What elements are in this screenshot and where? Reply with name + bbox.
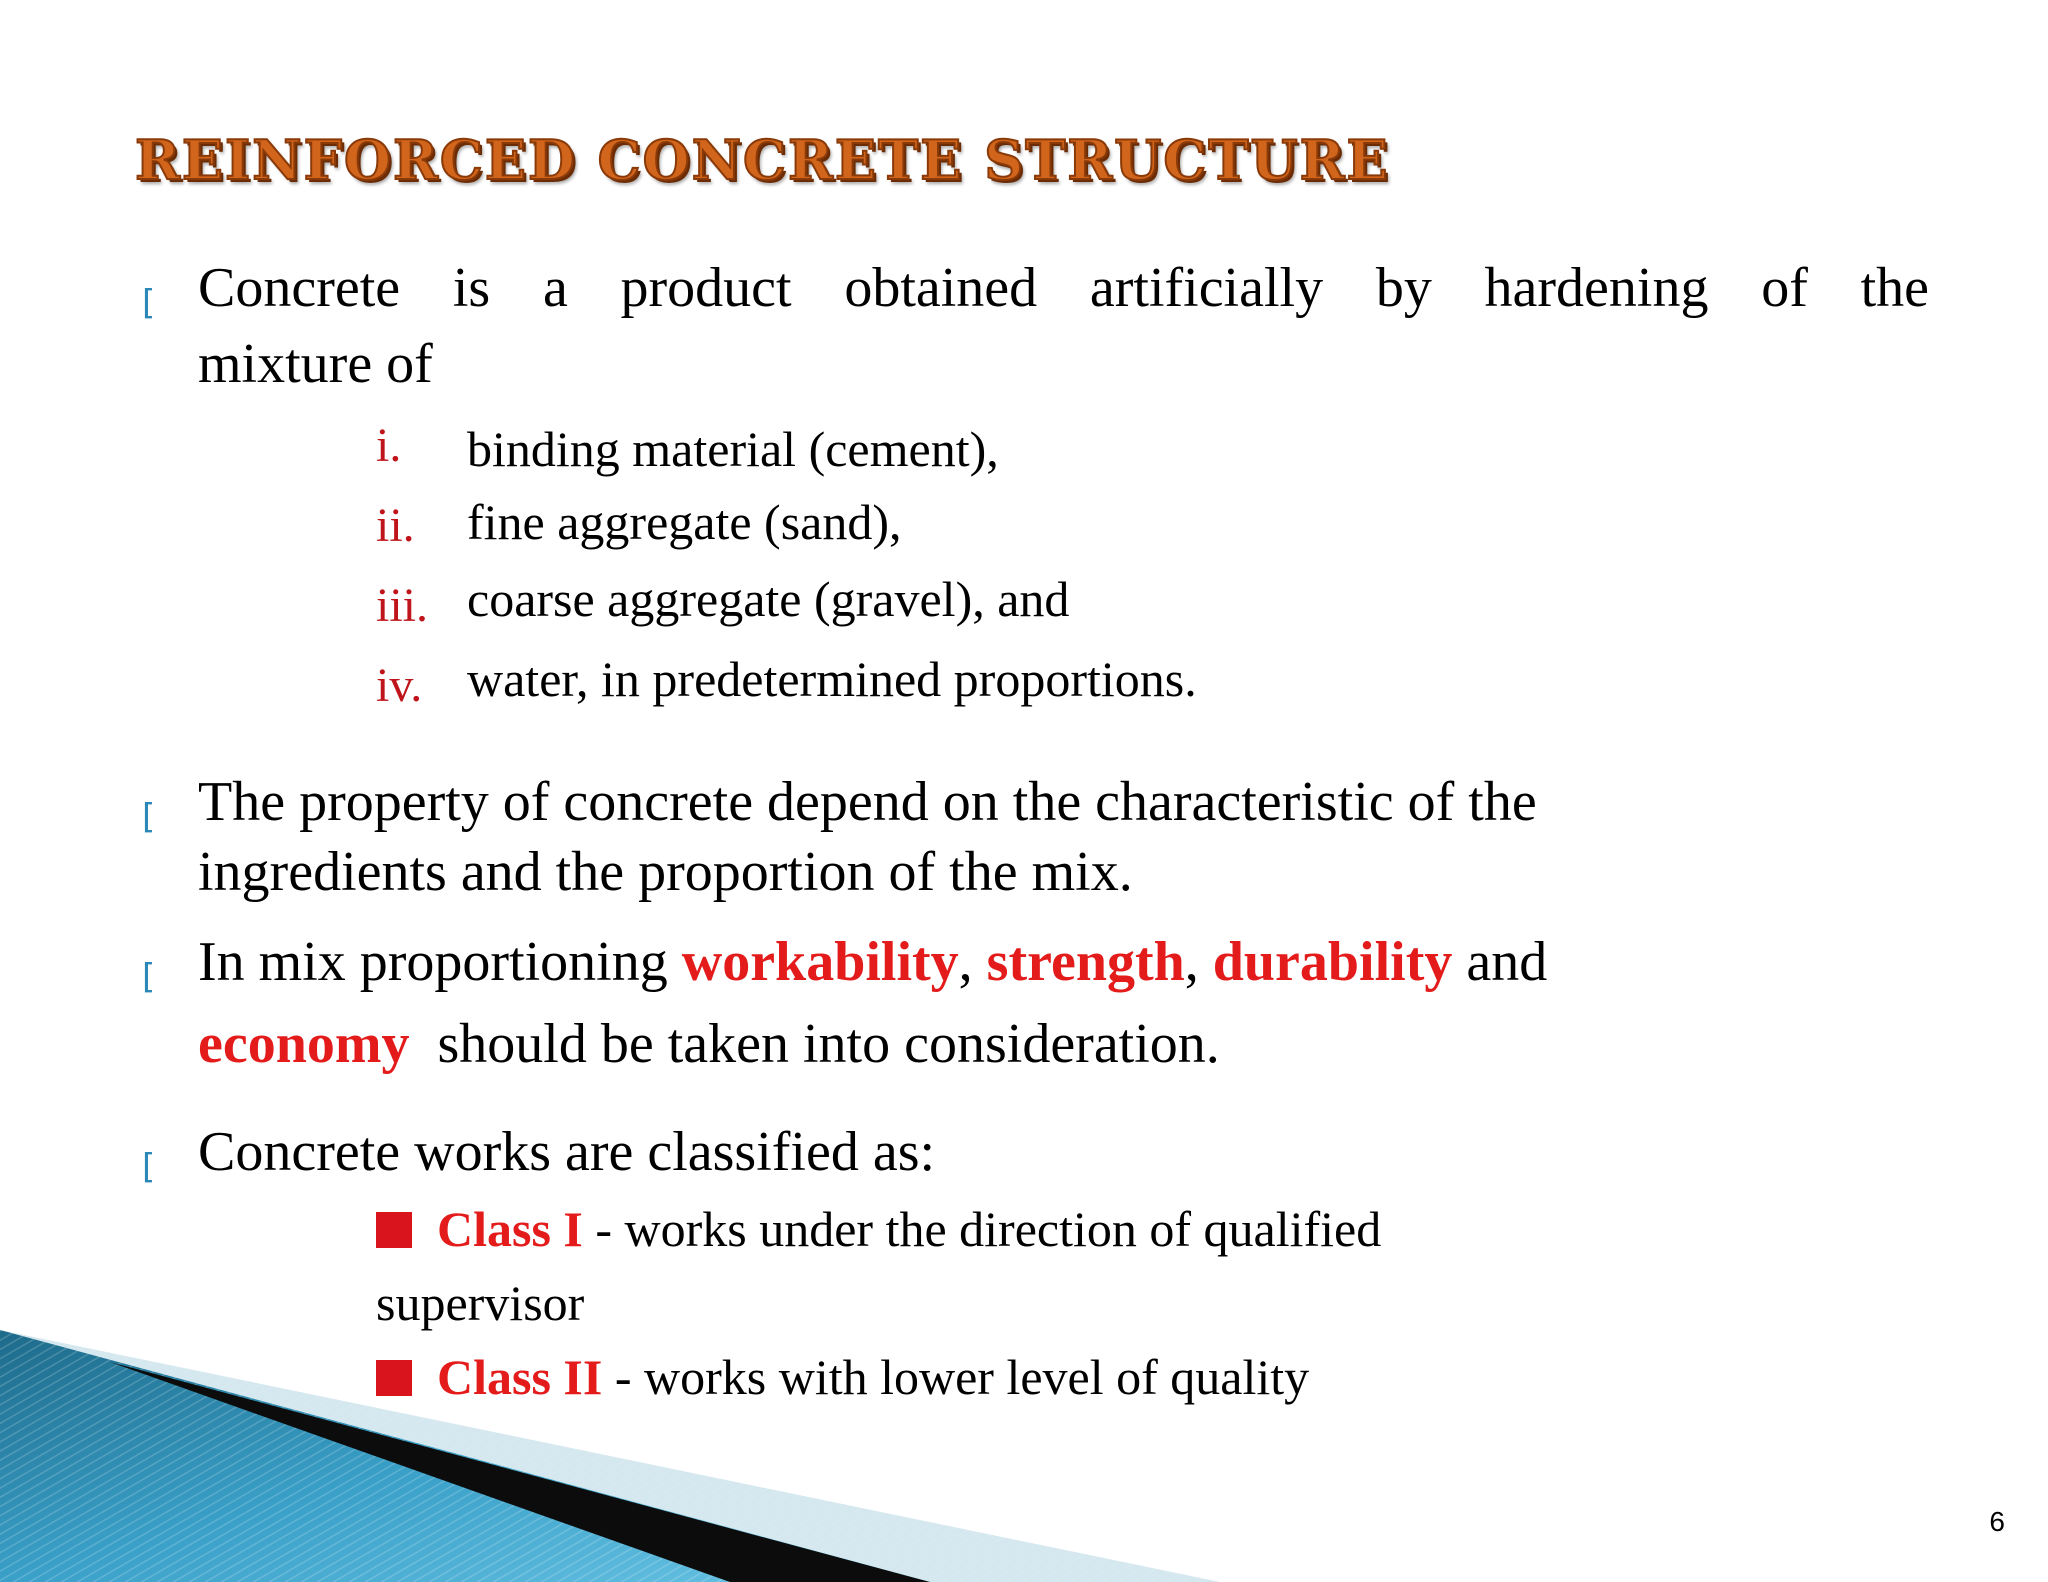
paragraph-3-prefix: In mix proportioning: [198, 931, 668, 993]
ingredient-text: fine aggregate (sand),: [467, 494, 902, 550]
ingredient-number: iv.: [376, 659, 423, 712]
square-bullet-icon: [376, 1360, 412, 1396]
bullet-marker: [: [142, 1147, 156, 1187]
separator: ,: [958, 931, 973, 993]
term-durability: durability: [1212, 931, 1453, 993]
paragraph-4: Concrete works are classified as:: [198, 1121, 936, 1183]
bullet-marker: [: [142, 957, 156, 997]
slide-title: REINFORCED CONCRETE STRUCTURE: [135, 128, 1390, 192]
term-workability: workability: [681, 931, 959, 993]
paragraph-3-line-1: [198, 928, 1547, 996]
class-item: [376, 1200, 1381, 1258]
separator: ,: [1184, 931, 1199, 993]
class-description: - works under the direction of qualified: [595, 1201, 1382, 1257]
bullet-marker: [: [142, 797, 156, 837]
paragraph-3-line-2: [198, 1010, 1220, 1078]
term-economy: economy: [198, 1013, 410, 1075]
ingredient-number: ii.: [376, 499, 415, 552]
paragraph-3-suffix: should be taken into consideration.: [437, 1013, 1220, 1075]
class-name: Class I: [437, 1201, 583, 1257]
class-description: - works with lower level of quality: [614, 1349, 1310, 1405]
ingredient-number: iii.: [376, 579, 429, 632]
term-strength: strength: [986, 931, 1185, 993]
paragraph-2-line-2: ingredients and the proportion of the mix.: [198, 841, 1133, 903]
paragraph-1-line-1: Concrete is a product obtained artificially by hardening of the: [198, 257, 1929, 319]
ingredient-number: i.: [376, 419, 402, 472]
square-bullet-icon: [376, 1212, 412, 1248]
class-description-continued: supervisor: [376, 1275, 585, 1331]
paragraph-2-line-1: The property of concrete depend on the characteristic of the: [198, 771, 1537, 833]
class-name: Class II: [437, 1349, 603, 1405]
paragraph-1-line-2: mixture of: [198, 333, 433, 395]
page-number: 6: [1989, 1506, 2005, 1537]
ingredient-text: water, in predetermined proportions.: [467, 651, 1197, 707]
ingredient-text: coarse aggregate (gravel), and: [467, 571, 1070, 627]
ingredient-text: binding material (cement),: [467, 421, 999, 477]
conjunction-and: and: [1466, 931, 1548, 993]
class-item: [376, 1348, 1309, 1406]
bullet-marker: [: [142, 283, 156, 323]
